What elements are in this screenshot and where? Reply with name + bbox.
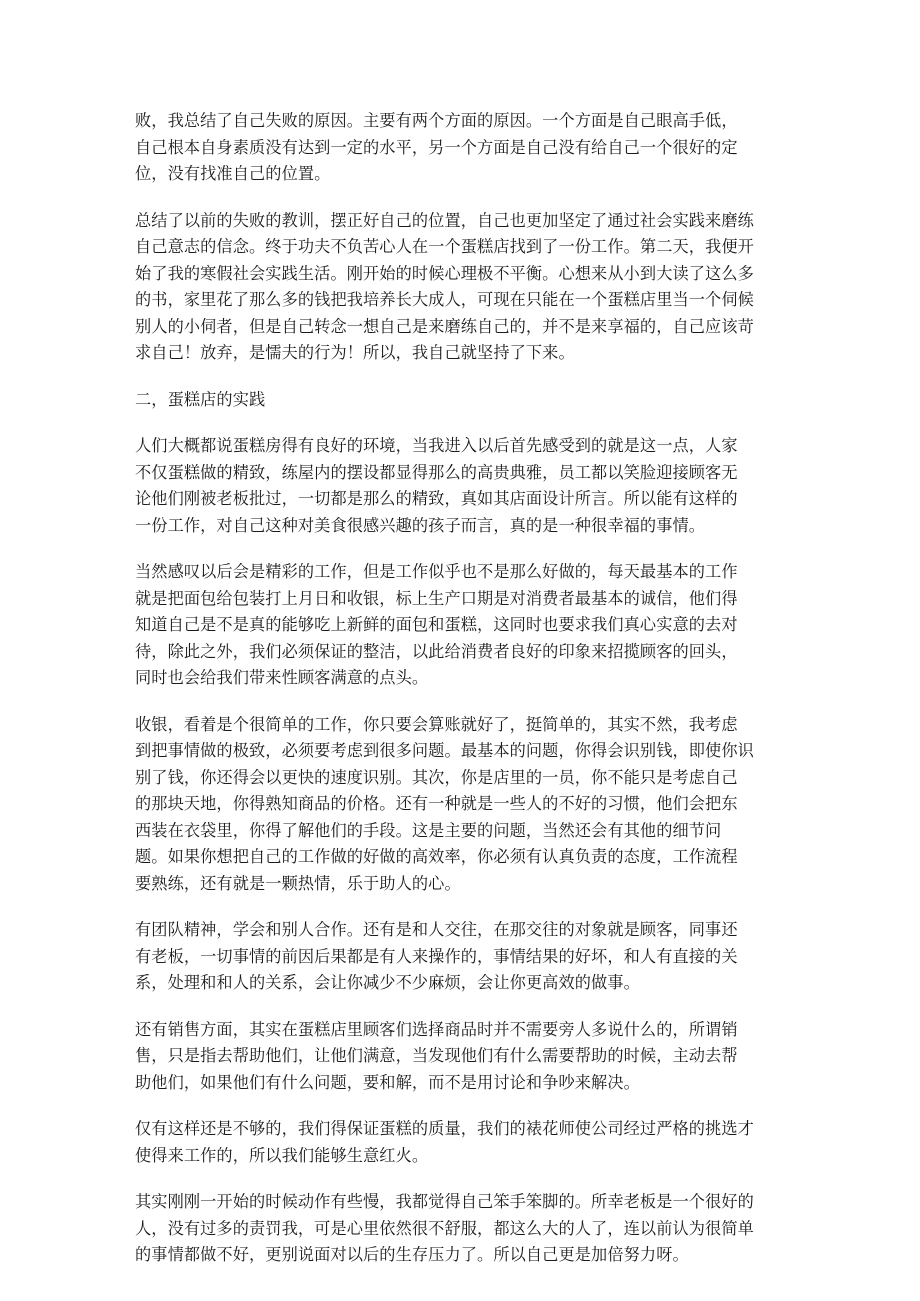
text-line: 待，除此之外，我们必须保证的整洁，以此给消费者良好的印象来招揽顾客的回头，: [135, 641, 738, 661]
document-body: [135, 108, 787, 1289]
text-line: 题。如果你想把自己的工作做的好做的高效率，你必须有认真负责的态度，工作流程: [135, 847, 738, 866]
text-line: 的事情都做不好，更别说面对以后的生存压力了。所以自己更是加倍努力呀。: [135, 1245, 689, 1264]
text-line: 要熟练，还有就是一颗热情，乐于助人的心。: [135, 873, 461, 893]
paragraph-environment: [135, 433, 787, 539]
paragraph-sales: [135, 1017, 787, 1097]
text-line: 系，处理和和人的关系，会让你减少不少麻烦，会让你更高效的做事。: [135, 973, 640, 992]
text-line: 收银，看着是个很简单的工作，你只要会算账就好了，挺简单的，其实不然，我考虑: [135, 714, 738, 734]
text-line: 助他们，如果他们有什么问题，要和解，而不是用讨论和争吵来解决。: [135, 1072, 640, 1092]
paragraph-lessons: [135, 208, 787, 367]
paragraph-quality: [135, 1116, 787, 1169]
text-line: 一份工作，对自己这种对美食很感兴趣的孩子而言，真的是一种很幸福的事情。: [135, 515, 706, 535]
section-heading-text: 二，蛋糕店的实践: [135, 389, 266, 409]
text-line: 别了钱，你还得会以更快的速度识别。其次，你是店里的一员，你不能只是考虑自己: [135, 767, 738, 787]
text-line: 人，没有过多的责罚我，可是心里依然很不舒服，都这么大的人了，连以前认为很简单: [135, 1218, 754, 1238]
text-line: 其实刚刚一开始的时候动作有些慢，我都觉得自己笨手笨脚的。所幸老板是一个很好的: [135, 1192, 754, 1211]
text-line: 使得来工作的，所以我们能够生意红火。: [135, 1145, 429, 1165]
text-line: 仅有这样还是不够的，我们得保证蛋糕的质量，我们的裱花师使公司经过严格的挑选才: [135, 1119, 754, 1138]
paragraph-beginning: [135, 1189, 787, 1269]
text-line: 自己意志的信念。终于功夫不负苦心人在一个蛋糕店找到了一份工作。第二天，我便开: [135, 237, 754, 256]
text-line: 西装在衣袋里，你得了解他们的手段。这是主要的问题，当然还会有其他的细节问: [135, 820, 722, 840]
text-line: 总结了以前的失败的教训，摆正好自己的位置，自己也更加坚定了通过社会实践来磨练: [135, 210, 754, 230]
text-line: 当然感叹以后会是精彩的工作，但是工作似乎也不是那么好做的，每天最基本的工作: [135, 562, 738, 581]
paragraph-failure-reasons: [135, 108, 787, 188]
text-line: 人们大概都说蛋糕房得有良好的环境，当我进入以后首先感受到的就是这一点，人家: [135, 436, 738, 455]
text-line: 自己根本自身素质没有达到一定的水平，另一个方面是自己没有给自己一个很好的定: [135, 137, 738, 157]
text-line: 论他们刚被老板批过，一切都是那么的精致，真如其店面设计所言。所以能有这样的: [135, 489, 738, 508]
text-line: 的书，家里花了那么多的钱把我培养长大成人，可现在只能在一个蛋糕店里当一个伺候: [135, 290, 754, 309]
section-heading: [135, 387, 787, 414]
text-line: 售，只是指去帮助他们，让他们满意，当发现他们有什么需要帮助的时候，主动去帮: [135, 1046, 738, 1065]
text-line: 别人的小伺者，但是自己转念一想自己是来磨练自己的，并不是来享福的，自己应该苛: [135, 316, 754, 336]
paragraph-cashier: [135, 712, 787, 898]
text-line: 始了我的寒假社会实践生活。刚开始的时候心理极不平衡。心想来从小到大读了这么多: [135, 263, 754, 283]
text-line: 败，我总结了自己失败的原因。主要有两个方面的原因。一个方面是自己眼高手低，: [135, 111, 738, 130]
paragraph-daily-work: [135, 559, 787, 692]
paragraph-teamwork: [135, 917, 787, 997]
text-line: 还有销售方面，其实在蛋糕店里顾客们选择商品时并不需要旁人多说什么的，所谓销: [135, 1019, 738, 1039]
text-line: 的那块天地，你得熟知商品的价格。还有一种就是一些人的不好的习惯，他们会把东: [135, 794, 738, 813]
text-line: 就是把面包给包装打上月日和收银，标上生产口期是对消费者最基本的诚信，他们得: [135, 588, 738, 608]
text-line: 有老板，一切事情的前因后果都是有人来操作的，事情结果的好坏，和人有直接的关: [135, 946, 738, 966]
text-line: 不仅蛋糕做的精致，练屋内的摆设都显得那么的高贵典雅，员工都以笑脸迎接顾客无: [135, 462, 738, 482]
text-line: 位，没有找准自己的位置。: [135, 164, 331, 183]
text-line: 知道自己是不是真的能够吃上新鲜的面包和蛋糕，这同时也要求我们真心实意的去对: [135, 615, 738, 634]
text-line: 同时也会给我们带来性顾客满意的点头。: [135, 668, 429, 687]
text-line: 求自己！放弃，是懦夫的行为！所以，我自己就坚持了下来。: [135, 343, 575, 362]
text-line: 有团队精神，学会和别人合作。还有是和人交往，在那交往的对象就是顾客，同事还: [135, 920, 738, 939]
text-line: 到把事情做的极致，必须要考虑到很多问题。最基本的问题，你得会识别钱，即使你识: [135, 741, 754, 760]
